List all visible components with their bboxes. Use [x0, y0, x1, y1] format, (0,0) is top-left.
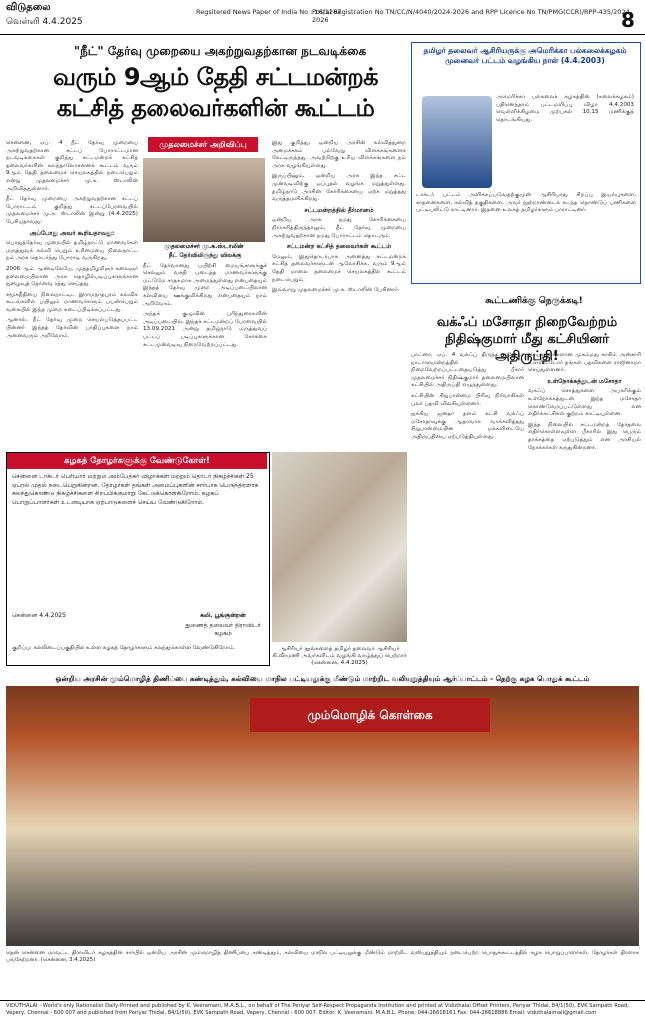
lead-headline-line2: கட்சித் தலைவர்களின் கூட்டம்	[56, 94, 375, 122]
paragraph: இந்த நிலையில் சட்டமன்றத் தேர்தலை எதிர்கொள்ளவுள்ள பீகாரில் இது பெரும் தாக்கத்தை ஏற்படுத்தும் என அரசியல் நோக்கர்கள் கருதுகின்றனர்.	[528, 421, 641, 451]
lead-column-1	[6, 140, 138, 448]
lead-headline-line1: வரும் 9ஆம் தேதி சட்டமன்றக்	[52, 63, 379, 91]
appeal-title: கழகத் தோழர்களுக்கு வேண்டுகோள்!	[7, 453, 267, 469]
paragraph: சென்னை, ஏப். 4 நீட் தேர்வு முறையை அகற்றுவதற்கான சட்டப் போராட்டமான நடவடிக்கைகள் குறித்து சட்டமன்றக் கட்சித் தலைவர்களின் கலந்தாலோசனைக் கூட்டம் வரும் 9ஆம் தேதி தலைமைச் செயலகத்தில் நடைபெறும் என்று முதலமைச்சர் மு.க. ஸ்டாலின் அறிவித்துள்ளார்.	[6, 140, 138, 192]
registration-text: Regsitered News Paper of India No : 16/1267	[196, 8, 342, 16]
paragraph: ஒன்றிய அரசு நமது கோரிக்கையை நிராகரித்திருந்தாலும், நீட் தேர்வு முறையை அகற்றுவதற்கான நமது போராட்டம் தொடரும்.	[272, 217, 406, 239]
issue-date: வெள்ளி 4.4.2025	[6, 17, 83, 27]
paragraph: நீட் தேர்வானது பயிற்சி மையங்களுக்குச் செல்லும் வசதி படைத்த மாணவர்களுக்கு மட்டுமே சாதகமாக அமைந்துள்ளது என்பதையும் இந்தத் தேர்வு முறை அடிப்படையிலான கல்வியை ஊக்குவிக்கிறது என்பதையும் நாம் அறிவோம்.	[143, 262, 267, 307]
footer-imprint: VIDUTHALAI - World's only Rationalist Daily-Printed and published by K. Veeramani, M.A.B.L., on behalf of The Periyar Self-Respect Propaganda Institution and printed at Viduthalai Offset Printers, Periyar Thidal, 84/1(50), EVK Sampath Road, Vepery, Chennai - 600 007 and published from Periyar Thidal, 84/1(50), EVK Sampath Road, Vepery, Chennai - 600 007. Editor: K. Veeramani, M.A.B.L. Phone: 044-26618161 Fax: 044-26618886 Email: viduthalaimail@gmail.com	[6, 1003, 629, 1016]
appeal-note: குறிப்பு: கல்லிடைப்பகுதியில் உள்ள கழகத் தோழர்களும் கலந்துகொள்ள வேண்டுகிறோம்.	[12, 645, 236, 651]
paper-name: விடுதலை	[6, 2, 51, 13]
appeal-role: துணைத் தலைவர் திராவிடர் கழகம்	[185, 622, 261, 637]
cm-announcement-badge: முதலமைச்சர் அறிவிப்பு	[148, 137, 258, 152]
subheading: உள்நோக்கத்துடன் மசோதா	[547, 377, 622, 385]
coalition-column-2	[528, 352, 641, 644]
paragraph: வக்ஃப் சொத்துகளை அபகரிக்கும் உள்நோக்கத்துடன் இந்த மசோதா கொண்டுவரப்பட்டுள்ளது என எதிர்க்கட்சிகள் குற்றம் சாட்டியுள்ளன.	[528, 388, 641, 418]
event-caption: தென் சென்னை மாவட்ட திராவிடர் கழகத்தின் சார்பில் ஒன்றிய அரசின் மும்மொழித் திணிப்பை கண்டித்தும், கல்வியை மாநில பட்டியலுக்கு மீண்டும் மாற்றிட வலியுறுத்தியும் நடைபெற்ற பொதுக்கூட்டத்தில் கழக பொறுப்பாளர்கள், தோழர்கள் திரளாக பங்கேற்றனர். (சென்னை, 3.4.2025)	[6, 950, 639, 964]
cm-photo-caption: முதலமைச்சர் மு.க.ஸ்டாலின்	[164, 243, 244, 250]
subheading: அப்போது அவர் கூறியதாவது:	[29, 229, 115, 237]
coalition-kicker: கூட்டணிக்கு நெருக்கடி!	[485, 296, 583, 306]
award-text-2: டாக்டர் பட்டம் அளிக்கப்படுவதற்குமுன் ஆசிரியரது சிறப்பு இயல்புகளை, சாதனைகளை, கல்வித் தகுதிகளை, அவர் நூற்றாண்டைக் கடந்த தொண்டுப் பணிகளை பட்டியலிட்டு காட்டினார். இதனை உலகத் தமிழர்களும் பாராட்டினர்.	[416, 192, 636, 214]
event-banner: மும்மொழிக் கொள்கை	[250, 698, 490, 732]
lead-column-3	[272, 140, 406, 448]
paragraph: கட்சியின் சிறுபான்மை பிரிவு நிர்வாகிகள் பலர் பதவி விலகியுள்ளனர்.	[411, 392, 524, 407]
lead-headline	[18, 62, 413, 124]
meeting-photo	[272, 452, 407, 642]
cm-photo	[143, 158, 265, 242]
appeal-body: சென்னை டாக்டர் பெரியார் மற்றும் அம்பேத்கர் விழாக்கள் மற்றும் தொடர் நிகழ்ச்சிகள் 25 ஏப்ரல் முதல் நடைபெறுகின்றன. தோழர்கள் தங்கள் அமைப்புகளின் சார்பாக பெருந்திரளாக கலந்துகொண்டு நிகழ்ச்சிகளை சிறப்பிக்குமாறு கேட்டுக்கொள்கிறோம். கழகப் பொறுப்பாளர்கள் உடனடியாக ஏற்பாடுகளைச் செய்ய வேண்டுகிறோம்.	[12, 473, 259, 506]
paragraph: ஆனால், நீட் தேர்வு முறை செயல்படுத்தப்பட்ட பின்னர் இந்தத் தேர்வின் பாதிப்புகளை நாம் அனைவரும் அறிவோம்.	[6, 317, 138, 339]
award-text-1: அமெரிக்கா பல்கலைக் கழகத்தின் (கலைக்கழகம்) பதினெந்தாம் பட்டமளிப்பு விழா 4.4.2003 வெள்ளிக்கிழமை முற்பகல் 10.15 மணிக்குத் தொடங்கியது.	[496, 94, 634, 123]
paragraph: ஐக்கிய ஜனதா தளம் கட்சி வக்ஃப் மசோதாவுக்கு ஆதரவாக வாக்களித்தது சிறுபான்மையின மக்களிடையே அதிருப்தியை ஏற்படுத்தியுள்ளது.	[411, 411, 524, 440]
paragraph: பொதுத்தேர்வு முறையில் தமிழ்நாட்டு மாணவர்கள் மருத்துவக் கல்வி பெறும் உரிமையை நிலைநாட்ட நம் அரசு தொடர்ந்து போராடி வருகிறது.	[6, 240, 138, 262]
paragraph: இது குறித்து, ஒன்றிய அரசின் கல்வித்துறை அமைச்சகம் பல்வேறு விளக்கங்களைக் கேட்டிருந்தது. அவற்றிற்கு உரிய விளக்கங்களை நம் அரசு வழங்கியுள்ளது.	[272, 140, 406, 169]
event-heading: ஒன்றிய அரசின் மும்மொழித் திணிப்பை கண்டித்தும், கல்வியை மாநில பட்டியலுக்கு மீண்டும் மாற்றிட வலியுறுத்தியும் ஆர்ப்பாட்டம் - தெற்கு கழக பொதுக் கூட்டம்	[55, 674, 590, 683]
paragraph: பாட்னா, ஏப். 4 வக்ஃப் திருத்த மசோதா நாடாளுமன்றத்தில் நிறைவேற்றப்பட்டதையடுத்து பீகார் முதலமைச்சர் நிதிஷ்குமார் தலைமையிலான கட்சியில் அதிருப்தி எழுந்துள்ளது.	[411, 352, 524, 389]
subheading: சட்டமன்றத்தில் தீர்மானம்	[304, 206, 374, 214]
paragraph: இருப்பினும், ஒன்றிய அரசு இந்த சட்ட முன்வடிவிற்கு ஒப்புதல் வழங்க மறுத்துள்ளது. தமிழ்நாடு அரசின் கோரிக்கையை ஏற்க மறுத்தது வருத்தமளிக்கிறது.	[272, 173, 406, 203]
coalition-column-1	[411, 352, 524, 644]
paragraph: சமூகநீதியை நிலைநாட்டிட இராமநாதபுரம் கல்விக் கூடங்களில் பயிலும் மாணவர்களும் பயன்பெறும் வகையில் இந்த முறை கடைப்பிடிக்கப்பட்டது.	[6, 291, 138, 313]
lead-kicker: "நீட்" தேர்வு முறையை அகற்றுவதற்கான நடவடிக்கை	[73, 44, 367, 58]
paragraph: இவ்வாறு முதலமைச்சர் மு.க. ஸ்டாலின் பேசினார்.	[272, 287, 400, 294]
paragraph: அந்தக் குழுவின் பரிந்துரைகளின் அடிப்படையில், இந்தச் சட்டமன்றப் பேரவையில் 13.09.2021 அன்று தமிழ்நாடு மருத்துவப் பட்டப் படிப்புகளுக்கான சேர்க்கை சட்டமுன்வடிவு நிறைவேற்றப்பட்டது.	[143, 311, 267, 348]
subheading: சட்டமன்ற கட்சித் தலைவர்கள் கூட்டம்	[286, 243, 392, 251]
paragraph: 2006 ஆம் ஆண்டிலேயே, முத்தமிழறிஞர் கலைஞர் தலைமையிலான அரசு தொழில்படிப்புகளுக்கான நுழைவுத் தேர்வை ரத்து செய்தது.	[6, 265, 138, 288]
paragraph: நீட் தேர்வு முறையை அகற்றுவதற்கான சட்டப் போராட்டம் குறித்து சட்டப்பேரவையில் முதலமைச்சர் மு.க. ஸ்டாலின் இன்று (4.4.2025) பேசியதாவது:	[6, 196, 138, 225]
paragraph: செயலாளர்களான முகம்மது காசிம் அன்சாரி உள்ளிட்டோர் தங்கள் பதவிகளை ராஜினாமா செய்துள்ளனர்.	[528, 352, 641, 374]
award-photo	[422, 96, 492, 188]
appeal-place-date: சென்னை 4.4.2025	[12, 612, 66, 619]
subheading: நீட் தேர்விலிருந்து விலக்கு	[168, 252, 242, 259]
appeal-signature: கலி. பூங்குன்றன்	[200, 612, 246, 619]
meeting-photo-caption: ஆசிரியர் நூல்களைத் தமிழர் தலைவர் ஆசிரியர் கி.வீரமணி அவர்களிடம் வழங்கி வாழ்த்துப் பெற்றார் (சென்னை, 4.4.2025)	[272, 646, 407, 667]
page-number: 8	[621, 8, 635, 32]
coalition-headline: வக்ஃப் மசோதா நிறைவேற்றம் நிதிஷ்குமார் மீது கட்சியினர் அதிருப்தி!	[436, 315, 618, 364]
paragraph: மேலும், இதுதொடர்பாக அனைத்து சட்டமன்றக் கட்சித் தலைவர்களுடன் ஆலோசிக்க, வரும் 9ஆம் தேதி மாலை தலைமைச் செயலகத்தில் கூட்டம் நடைபெறும்.	[272, 253, 406, 283]
award-heading: தமிழர் தலைவர் ஆசிரியருக்கு அமெரிக்கா பல்கலைக்கழகம் முனைவர் பட்டம் வழங்கிய நாள் (4.4.2003)	[423, 46, 627, 65]
lead-column-2	[143, 252, 267, 448]
postal-registration-text: Postal Registration No TN/CC/N/4040/2024-2026 and RPP Licence No TN/PMG(CCR)/RPP-435/2024-2026	[312, 8, 633, 24]
